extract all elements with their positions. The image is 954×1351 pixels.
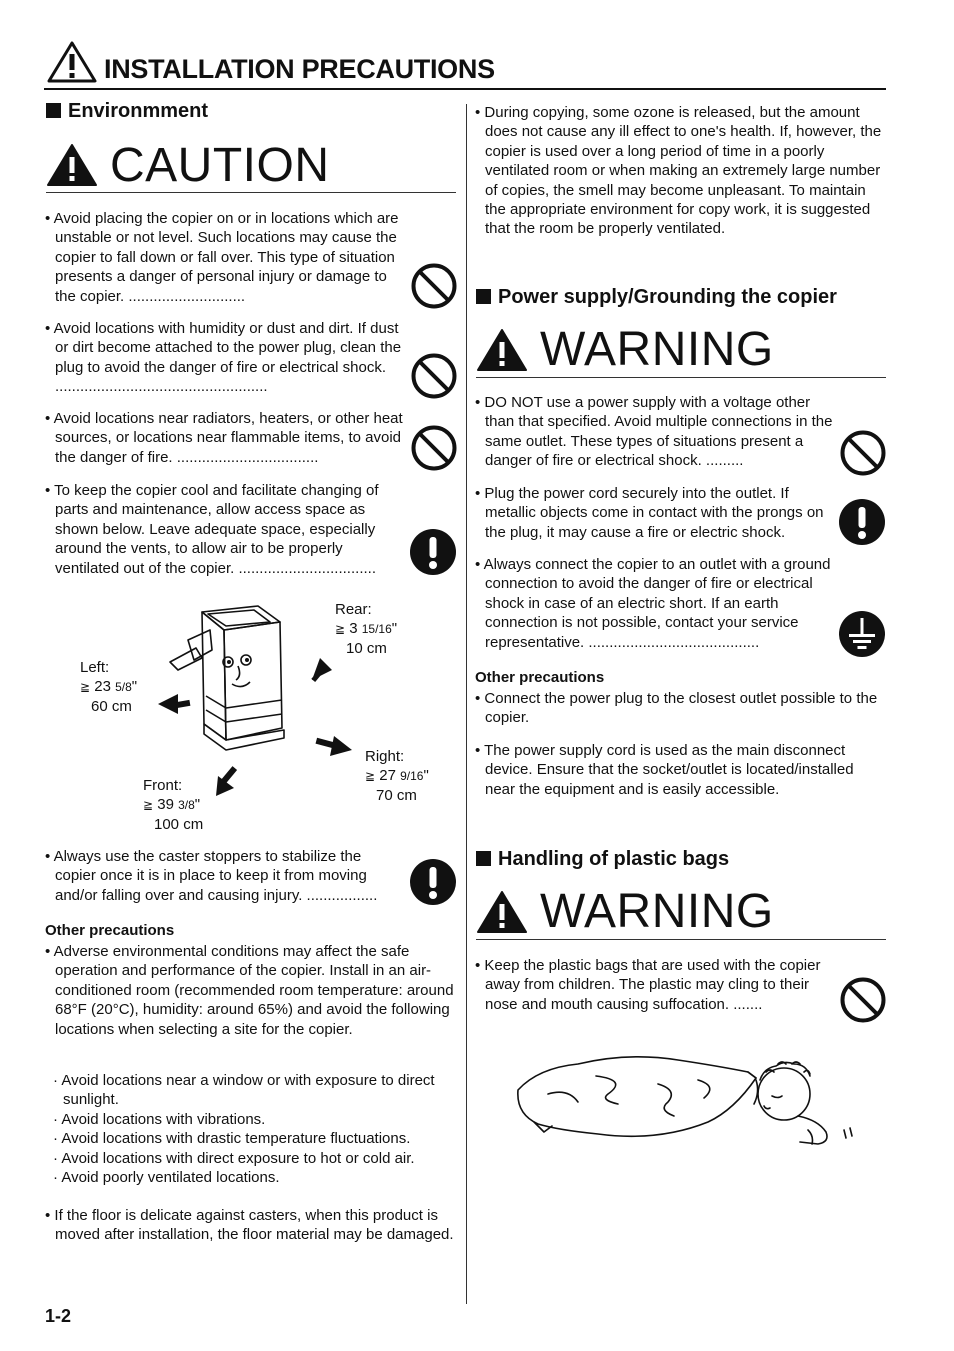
bullet-humidity-dust: • Avoid locations with humidity or dust and dirt. If dust or dirt become attached to the power plug, clean the plug to avoid the danger of fire or electrical shock. ................................................... [45, 320, 402, 396]
warning-rule [476, 939, 886, 940]
bullet-plug-securely: • Plug the power cord securely into the outlet. If metallic objects come in contact with the prongs on the plug, it may cause a fire or electric shock. [475, 485, 824, 541]
prohibition-icon [839, 976, 887, 1024]
bullet-delicate-floor: • If the floor is delicate against casters, when this product is moved after installation, the floor material may be damaged. [45, 1207, 454, 1244]
other-precautions-heading: Other precautions [45, 922, 175, 939]
clearance-left: Left: ≧ 23 5/8" 60 cm [80, 659, 138, 715]
caution-triangle-icon [46, 143, 98, 187]
page-number: 1-2 [45, 1306, 72, 1326]
avoid-item: · Avoid locations with direct exposure to hot or cold air. [53, 1149, 415, 1167]
column-divider [466, 104, 467, 1304]
avoid-item: · Avoid locations near a window or with exposure to direct sunlight. [53, 1072, 435, 1109]
clearance-right: Right: ≧ 27 9/16" 70 cm [365, 748, 429, 804]
bullet-ground-connection: • Always connect the copier to an outlet with a ground connection to avoid the danger of fire or electrical shock in case of an electric short. If an earth connection is not possible, contact your service representative. ......................................... [475, 556, 831, 651]
bullet-unstable-location: • Avoid placing the copier on or in locations which are unstable or not level. Such locations may cause the copier to fall down or fall over. This type of situation presents a danger of personal injury or damage to the copier. ............................ [45, 210, 399, 305]
clearance-front: Front: ≧ 39 3/8" 100 cm [143, 777, 204, 833]
warning-label: WARNING [540, 885, 774, 938]
avoid-list [53, 1071, 453, 1187]
page-title: INSTALLATION PRECAUTIONS [104, 54, 495, 84]
warning-triangle-outline-icon [46, 40, 98, 84]
section-heading-plastic-bags: Handling of plastic bags [476, 848, 729, 871]
square-bullet-icon [476, 289, 491, 304]
title-rule [44, 88, 886, 90]
exclamation-circle-icon [838, 498, 886, 546]
prohibition-icon [839, 429, 887, 477]
exclamation-circle-icon [409, 858, 457, 906]
bullet-closest-outlet: • Connect the power plug to the closest outlet possible to the copier. [475, 690, 878, 727]
bullet-disconnect-device: • The power supply cord is used as the main disconnect device. Ensure that the socket/outlet is located/installed near the equipment and is easily accessible. [475, 742, 854, 798]
prohibition-icon [410, 352, 458, 400]
square-bullet-icon [46, 103, 61, 118]
bullet-access-space: • To keep the copier cool and facilitate changing of parts and maintenance, allow access space as shown below. Leave adequate space, especially around the vents, to allow air to be properly ventilated out of the copier. ................................. [45, 482, 379, 577]
bullet-caster-stoppers: • Always use the caster stoppers to stabilize the copier once it is in place to keep it from moving and/or falling over and causing injury. ................. [45, 848, 378, 904]
warning-label: WARNING [540, 323, 774, 376]
warning-rule [476, 377, 886, 378]
copier-clearance-illustration [150, 600, 360, 800]
exclamation-circle-icon [409, 528, 457, 576]
prohibition-icon [410, 424, 458, 472]
ground-icon [838, 610, 886, 658]
bullet-voltage: • DO NOT use a power supply with a voltage other than that specified. Avoid multiple connections in the same outlet. These types of situations present a danger of fire or electrical shock. ......... [475, 394, 833, 470]
clearance-rear: Rear: ≧ 3 15/16" 10 cm [335, 601, 398, 657]
bullet-environmental-conditions: • Adverse environmental conditions may affect the safe operation and performance of the copier. Install in an air-conditioned room (recommended room temperature: around 68°F (20°C), humidity: around 65%) and avoid the following locations when selecting a site for the copier. [45, 943, 454, 1038]
other-precautions-heading: Other precautions [475, 669, 605, 686]
caution-rule [46, 192, 456, 193]
section-heading-environment: Environmment [46, 100, 208, 123]
caution-label: CAUTION [110, 139, 330, 192]
warning-triangle-icon [476, 328, 528, 372]
bullet-heat-sources: • Avoid locations near radiators, heaters, or other heat sources, or locations near flammable items, to avoid the danger of fire. .................................. [45, 410, 403, 466]
bullet-ozone: • During copying, some ozone is released, but the amount does not cause any ill effect to one's health. If, however, the copier is used over a long period of time in a poorly ventilated room or when making an extremely large number of copies, the smell may become unpleasant. To maintain the appropriate environment for copy work, it is suggested that the room be properly ventilated. [475, 104, 882, 238]
bullet-plastic-bags: • Keep the plastic bags that are used with the copier away from children. The plastic may cling to their nose and mouth causing suffocation. ....... [475, 957, 821, 1013]
section-heading-power-supply: Power supply/Grounding the copier [476, 286, 837, 309]
avoid-item: · Avoid locations with drastic temperature fluctuations. [53, 1130, 411, 1148]
avoid-item: · Avoid locations with vibrations. [53, 1110, 266, 1128]
warning-triangle-icon [476, 890, 528, 934]
square-bullet-icon [476, 851, 491, 866]
prohibition-icon [410, 262, 458, 310]
child-plastic-bag-illustration [508, 1050, 858, 1155]
avoid-item: · Avoid poorly ventilated locations. [53, 1169, 280, 1187]
